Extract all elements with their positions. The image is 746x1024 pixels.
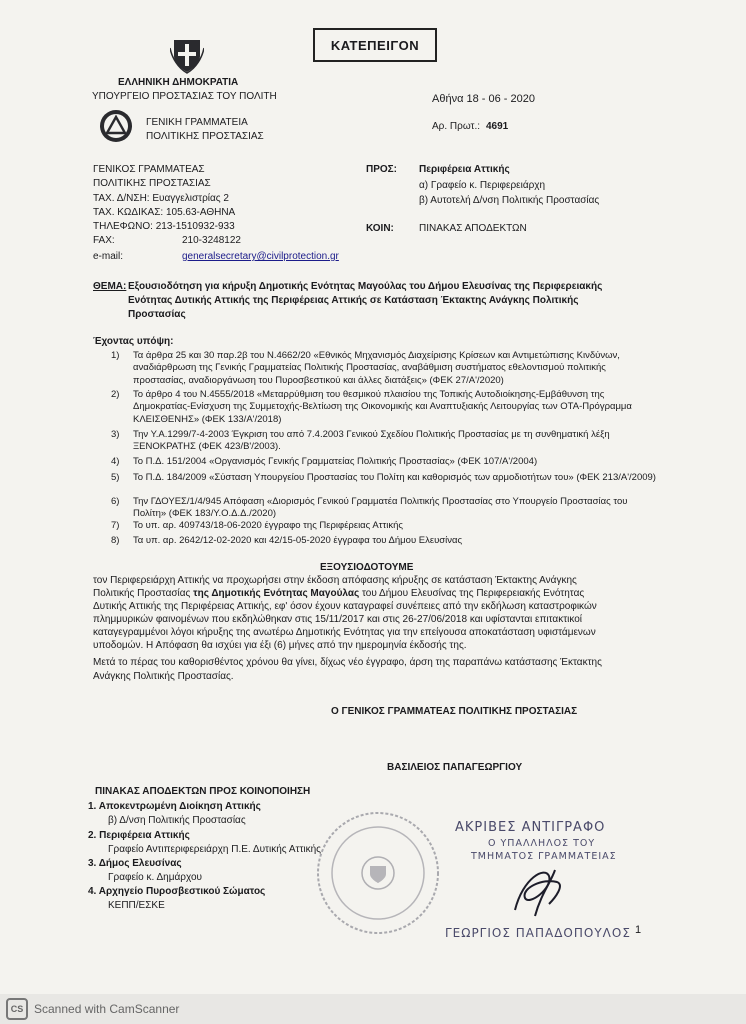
subject-line3: Προστασίας (128, 309, 186, 320)
sender-address: ΤΑΧ. Δ/ΝΣΗ: Ευαγγελιστρίας 2 (93, 193, 229, 204)
distribution-item: 2. Περιφέρεια Αττικής (88, 830, 190, 841)
camscanner-logo-icon: CS (6, 998, 28, 1020)
distribution-subitem: ΚΕΠΠ/ΕΣΚΕ (108, 900, 165, 911)
lifting-body-line: Μετά το πέρας του καθορισθέντος χρόνου θα γίνει, δίχως νέο έγγραφο, άρση της παραπάνω κατάστασης Έκτακτης (93, 657, 602, 668)
considering-item-number: 8) (111, 535, 120, 546)
authorize-body-line: πλημμυρικών φαινομένων που εκδηλώθηκαν στις 15/11/2017 και στις 26-27/06/2018 και υφίστανται επιτακτικοί (93, 614, 583, 625)
secretariat-line2: ΠΟΛΙΤΙΚΗΣ ΠΡΟΣΤΑΣΙΑΣ (146, 131, 264, 142)
page-number: 1 (635, 924, 642, 936)
considering-item-text: Το άρθρο 4 του Ν.4555/2018 «Μεταρρύθμιση του θεσμικού πλαισίου της Τοπικής Αυτοδιοίκησης-Εμβάθυνση της Δημοκρατίας-Ενίσχυση της Συμμετοχής-Βελτίωση της Οικονομικής και Αναπτυξιακής Λειτουργίας των ΟΤΑ-Πρόγραμμα ΚΛΕΙΣΘΕΝΗΣ» (ΦΕΚ 133/Α'/2018) (133, 389, 632, 425)
sender-phone: ΤΗΛΕΦΩΝΟ: 213-1510932-933 (93, 221, 235, 232)
considering-item-text: Τα υπ. αρ. 2642/12-02-2020 και 42/15-05-2020 έγγραφα του Δήμου Ελευσίνας (133, 535, 463, 546)
protocol-label: Αρ. Πρωτ.: (432, 121, 480, 132)
considering-item-text: Τα άρθρα 25 και 30 παρ.2β του Ν.4662/20 «Εθνικός Μηχανισμός Διαχείρισης Κρίσεων και Αντιμετώπισης Κινδύνων, αναδιάρθρωση της Γενικής Γραμματείας Πολιτικής Προστασίας, αναβάθμιση συστήματος εθελοντισμού πολιτικής προστασίας, αναδιοργάνωση του Πυροσβεστικού και άλλες διατάξεις» (ΦΕΚ 27/Α'/2020) (133, 350, 620, 386)
authorize-body-line: τον Περιφερειάρχη Αττικής να προχωρήσει στην έκδοση απόφασης κήρυξης σε κατάσταση Έκτακτης Ανάγκης (93, 575, 577, 586)
signatory-title: Ο ΓΕΝΙΚΟΣ ΓΡΑΜΜΑΤΕΑΣ ΠΟΛΙΤΙΚΗΣ ΠΡΟΣΤΑΣΙΑΣ (331, 706, 578, 717)
sender-postcode: ΤΑΧ. ΚΩΔΙΚΑΣ: 105.63-ΑΘΗΝΑ (93, 207, 236, 218)
distribution-subitem: Γραφείο Αντιπεριφερειάρχη Π.Ε. Δυτικής Αττικής (108, 844, 322, 855)
republic-title: ΕΛΛΗΝΙΚΗ ΔΗΜΟΚΡΑΤΙΑ (118, 77, 239, 88)
greek-coat-of-arms-icon (170, 38, 204, 74)
considering-item-number: 5) (111, 472, 120, 483)
cc-label: ΚΟΙΝ: (366, 223, 394, 234)
email-link[interactable]: generalsecretary@civilprotection.gr (182, 251, 339, 262)
considering-item-text: Το Π.Δ. 184/2009 «Σύσταση Υπουργείου Προστασίας του Πολίτη και καθορισμός των αρμοδιοτήτων του» (ΦΕΚ 213/Α'/2009) (133, 472, 656, 483)
secretariat-line1: ΓΕΝΙΚΗ ΓΡΑΜΜΑΤΕΙΑ (146, 117, 248, 128)
considering-item-number: 7) (111, 520, 120, 531)
considering-item (111, 429, 656, 457)
subject-line1: Εξουσιοδότηση για κήρυξη Δημοτικής Ενότητας Μαγούλας του Δήμου Ελευσίνας της Περιφερειακής (128, 281, 603, 292)
certifier-name: ΓΕΩΡΓΙΟΣ ΠΑΠΑΔΟΠΟΥΛΟΣ (445, 926, 631, 940)
protocol-number: 4691 (486, 121, 509, 132)
considering-item-text: Την Υ.Α.1299/7-4-2003 Έγκριση του από 7.4.2003 Γενικού Σχεδίου Πολιτικής Προστασίας με τη συνθηματική λέξη ΞΕΝΟΚΡΑΤΗΣ (ΦΕΚ 423/Β'/2003). (133, 429, 610, 453)
email-label: e-mail: (93, 251, 124, 262)
urgent-label: ΚΑΤΕΠΕΙΓΟΝ (330, 37, 420, 53)
considering-item-text: Το Π.Δ. 151/2004 «Οργανισμός Γενικής Γραμματείας Πολιτικής Προστασίας» (ΦΕΚ 107/Α'/2004) (133, 456, 538, 467)
signatory-name: ΒΑΣΙΛΕΙΟΣ ΠΑΠΑΓΕΩΡΓΙΟΥ (387, 762, 523, 773)
authorize-body-line: καταγεγραμμένοι λόγοι κήρυξης της ανωτέρω Δημοτικής Ενότητας για την επείγουσα αποκατάσταση υφιστάμενων (93, 627, 596, 638)
considering-heading: Έχοντας υπόψη: (93, 336, 174, 347)
certified-copy-stamp-line: ΤΜΗΜΑΤΟΣ ΓΡΑΜΜΑΤΕΙΑΣ (471, 851, 617, 862)
to-label: ΠΡΟΣ: (366, 164, 398, 175)
scanner-footer (0, 994, 746, 1024)
to-item-a: α) Γραφείο κ. Περιφερειάρχη (419, 180, 546, 191)
subject-label: ΘΕΜΑ: (93, 281, 127, 292)
official-seal-icon (313, 808, 443, 938)
considering-item-text: Το υπ. αρ. 409743/18-06-2020 έγγραφο της Περιφέρειας Αττικής (133, 520, 403, 531)
sender-line2: ΠΟΛΙΤΙΚΗΣ ΠΡΟΣΤΑΣΙΑΣ (93, 178, 211, 189)
considering-item (111, 389, 656, 429)
distribution-item: 3. Δήμος Ελευσίνας (88, 858, 182, 869)
considering-item (111, 350, 656, 390)
considering-item (111, 456, 656, 470)
cc-value: ΠΙΝΑΚΑΣ ΑΠΟΔΕΚΤΩΝ (419, 223, 527, 234)
authorize-body-line: Πολιτικής Προστασίας της Δημοτικής Ενότητας Μαγούλας του Δήμου Ελευσίνας της Περιφερειακής Ενότητας (93, 588, 585, 599)
fax-label: FAX: (93, 235, 115, 246)
distribution-heading: ΠΙΝΑΚΑΣ ΑΠΟΔΕΚΤΩΝ ΠΡΟΣ ΚΟΙΝΟΠΟΙΗΣΗ (95, 786, 311, 797)
ministry-title: ΥΠΟΥΡΓΕΙΟ ΠΡΟΣΤΑΣΙΑΣ ΤΟΥ ΠΟΛΙΤΗ (92, 91, 277, 102)
distribution-item: 1. Αποκεντρωμένη Διοίκηση Αττικής (88, 801, 261, 812)
civil-protection-logo-icon (98, 108, 134, 144)
subject-line2: Ενότητας Δυτικής Αττικής της Περιφέρειας Αττικής σε Κατάσταση Έκτακτης Ανάγκης Πολιτικής (128, 295, 579, 306)
sender-line1: ΓΕΝΙΚΟΣ ΓΡΑΜΜΑΤΕΑΣ (93, 164, 205, 175)
considering-item-text: Την ΓΔΟΥΕΣ/1/4/945 Απόφαση «Διορισμός Γενικού Γραμματέα Πολιτικής Προστασίας στο Υπουργείο Προστασίας του Πολίτη» (ΦΕΚ 183/Υ.Ο.Δ.Δ./2020) (133, 496, 628, 520)
considering-item-number: 1) (111, 350, 120, 361)
distribution-subitem: Γραφείο κ. Δημάρχου (108, 872, 202, 883)
considering-item (111, 535, 656, 549)
authorize-body-line: Δυτικής Αττικής της Περιφέρειας Αττικής, εφ' όσον έχουν καταγραφεί συνέπειες από την εκδήλωση καταστροφικών (93, 601, 597, 612)
certified-copy-stamp-line: ΑΚΡΙΒΕΣ ΑΝΤΙΓΡΑΦΟ (455, 820, 606, 835)
fax-value: 210-3248122 (182, 235, 241, 246)
handwritten-signature-icon (505, 858, 575, 928)
considering-item-number: 3) (111, 429, 120, 440)
authorize-heading: ΕΞΟΥΣΙΟΔΟΤΟΥΜΕ (320, 562, 414, 573)
to-item-b: β) Αυτοτελή Δ/νση Πολιτικής Προστασίας (419, 195, 600, 206)
urgent-label-box (313, 28, 437, 62)
document-date: Αθήνα 18 - 06 - 2020 (432, 93, 535, 105)
considering-item-number: 4) (111, 456, 120, 467)
considering-item (111, 520, 656, 534)
scanner-text: Scanned with CamScanner (34, 1002, 180, 1016)
considering-item-number: 2) (111, 389, 120, 400)
lifting-body-line: Ανάγκης Πολιτικής Προστασίας. (93, 671, 234, 682)
distribution-item: 4. Αρχηγείο Πυροσβεστικού Σώματος (88, 886, 266, 897)
authorize-body-line: υποδομών. Η Απόφαση θα ισχύει για έξι (6) μήνες από την ημερομηνία έκδοσής της. (93, 640, 467, 651)
distribution-subitem: β) Δ/νση Πολιτικής Προστασίας (108, 815, 246, 826)
to-value: Περιφέρεια Αττικής (419, 164, 510, 175)
certified-copy-stamp-line: Ο ΥΠΑΛΛΗΛΟΣ ΤΟΥ (488, 838, 596, 849)
considering-item-number: 6) (111, 496, 120, 507)
